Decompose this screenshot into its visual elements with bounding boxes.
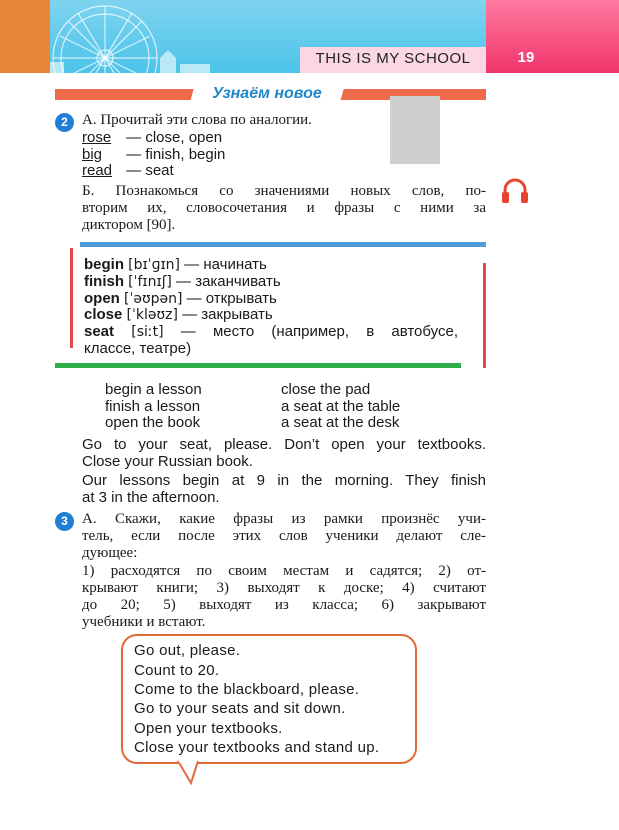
phrase-right: a seat at the desk: [281, 414, 400, 431]
task3-text-line: крывают книги; 3) выходят к доске; 4) считают: [82, 580, 486, 596]
task3-text-line: дующее:: [82, 545, 138, 561]
vocab-meaning: — открывать: [186, 290, 277, 307]
example-sentence-line: Go to your seat, please. Don’t open your textbooks.: [82, 436, 486, 453]
vocab-word: open: [84, 290, 120, 307]
vocab-box-left-border: [70, 248, 73, 348]
headphones-icon[interactable]: [500, 176, 530, 206]
phrase-left: begin a lesson: [105, 381, 202, 398]
task2-instruction-b-line: вторим их, словосочетания и фразы с ними за: [82, 200, 486, 216]
vocab-entry: [84, 290, 277, 307]
vocab-entry-continuation: классе, театре): [84, 340, 192, 357]
task3-text-line: А. Скажи, какие фразы из рамки произнёс учи-: [82, 511, 486, 527]
task2-instruction-b-line: диктором [90].: [82, 217, 176, 233]
image-placeholder: [390, 96, 440, 164]
phrase-right: a seat at the table: [281, 398, 401, 415]
vocab-transcription: [siːt]: [131, 324, 164, 340]
bubble-phrase: Go out, please.: [134, 642, 241, 659]
vocab-entry: [84, 306, 273, 323]
task2-instruction-b-line: Б. Познакомься со значениями новых слов, по-: [82, 183, 486, 199]
vocab-meaning: — заканчивать: [176, 273, 281, 290]
analogy-word: rose: [82, 129, 112, 146]
vocab-box-bottom-border: [55, 363, 461, 368]
analogy-row: [82, 162, 174, 179]
vocab-meaning: — место (например, в автобусе,: [180, 323, 458, 340]
phrase-left: open the book: [105, 414, 201, 431]
analogy-row: [82, 129, 222, 146]
analogy-words: — finish, begin: [126, 146, 226, 163]
phrase-left: finish a lesson: [105, 398, 201, 415]
phrase-right: close the pad: [281, 381, 371, 398]
speech-bubble-tail: [176, 760, 206, 786]
page-number: 19: [517, 49, 535, 66]
vocab-box-top-border: [80, 242, 486, 247]
analogy-row: [82, 146, 225, 163]
analogy-words: — close, open: [126, 129, 223, 146]
vocab-transcription: [bɪˈɡɪn]: [128, 257, 180, 273]
section-heading: Узнаём новое: [212, 85, 322, 102]
vocab-box-right-border: [483, 263, 486, 368]
vocab-word: close: [84, 306, 123, 323]
task3-text-line: 1) расходятся по своим местам и садятся; 2) от-: [82, 563, 486, 579]
vocab-meaning: — закрывать: [182, 306, 273, 323]
task3-text-line: тель, если после этих слов ученики делают сле-: [82, 528, 486, 544]
task2-instruction-a: А. Прочитай эти слова по аналогии.: [82, 112, 312, 128]
analogy-word: read: [82, 162, 113, 179]
analogy-word: big: [82, 146, 103, 163]
header-orange-block: [0, 0, 50, 73]
vocab-word: seat: [84, 323, 115, 340]
task-number-badge: 2: [55, 113, 74, 132]
page-title: THIS IS MY SCHOOL: [315, 50, 471, 67]
example-sentence-line: at 3 in the afternoon.: [82, 489, 220, 506]
task-number-badge: 3: [55, 512, 74, 531]
vocab-word: finish: [84, 273, 124, 290]
bubble-phrase: Close your textbooks and stand up.: [134, 739, 380, 756]
bubble-phrase: Come to the blackboard, please.: [134, 681, 360, 698]
bubble-phrase: Go to your seats and sit down.: [134, 700, 346, 717]
vocab-transcription: [ˈkləʊz]: [126, 307, 178, 323]
vocab-transcription: [ˈfɪnɪʃ]: [128, 274, 172, 290]
vocab-meaning: — начинать: [184, 256, 267, 273]
vocab-entry: [84, 256, 267, 273]
task3-text-line: до 20; 5) выходят из класса; 6) закрывают: [82, 597, 486, 613]
example-sentence-line: Close your Russian book.: [82, 453, 253, 470]
vocab-entry: [84, 273, 281, 290]
example-sentence-line: Our lessons begin at 9 in the morning. They finish: [82, 472, 486, 489]
analogy-words: — seat: [126, 162, 174, 179]
bubble-phrase: Open your textbooks.: [134, 720, 283, 737]
vocab-transcription: [ˈəʊpən]: [124, 291, 183, 307]
vocab-word: begin: [84, 256, 124, 273]
bubble-phrase: Count to 20.: [134, 662, 220, 679]
task3-text-line: учебники и встают.: [82, 614, 206, 630]
vocab-entry: [84, 323, 458, 340]
